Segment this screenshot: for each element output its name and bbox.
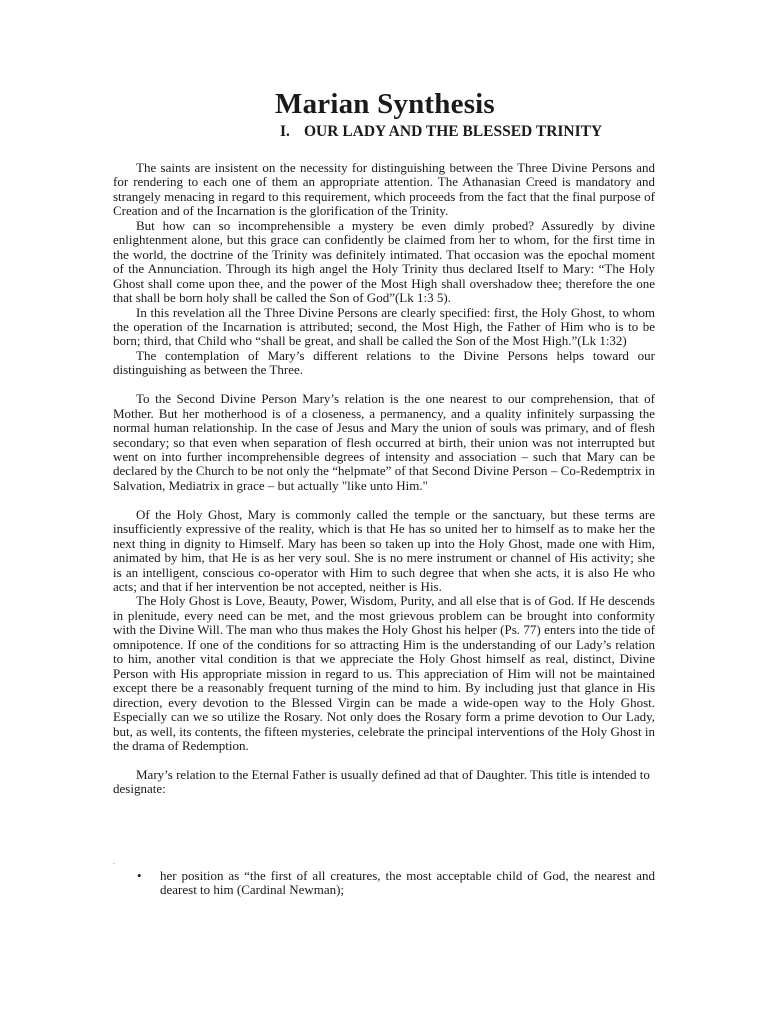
paragraph: In this revelation all the Three Divine Persons are clearly specified: first, the Holy Ghost, to whom the operation of the Incarnation is attributed; second, the Most High, the Father of Him who is to be born; third, that Child who “shall be great, and shall be called the Son of the Most High.”(Lk 1:32) (113, 304, 655, 349)
paragraph: The Holy Ghost is Love, Beauty, Power, Wisdom, Purity, and all else that is of God. If He descends in plenitude, every need can be met, and the most grievous problem can be brought into conformity with the Divine Will. The man who thus makes the Holy Ghost his helper (Ps. 77) enters into the tide of omnipotence. If one of the conditions for so attracting Him is the understanding of our Lady’s relation to him, another vital condition is that we appreciate the Holy Ghost himself as real, distinct, Divine Person with His appropriate mission in regard to us. This appreciation of Him will not be maintained except there be a reasonably frequent turning of the mind to him. By including just that glance in His direction, every devotion to the Blessed Virgin can be made a wide-open way to the Holy Ghost. Especially can we so utilize the Rosary. Not only does the Rosary form a prime devotion to Our Lady, but, as well, its contents, the fifteen mysteries, celebrate the principal interventions of the Holy Ghost in the drama of Redemption. (113, 593, 655, 753)
bullet-icon: • (137, 868, 142, 883)
paragraph: To the Second Divine Person Mary’s relation is the one nearest to our comprehension, that of Mother. But her motherhood is of a closeness, a permanency, and a quality infinitely surpassing the normal human relationship. In the case of Jesus and Mary the union of souls was primary, and of flesh secondary; so that even when separation of flesh occurred at birth, their union was not interrupted but went on into further incomprehensible degrees of intensity and association – such that Mary can be declared by the Church to be not only the “helpmate” of that Second Divine Person – Co-Redemptrix in Salvation, Mediatrix in grace – but actually "like unto Him." (113, 391, 655, 493)
paragraph: Of the Holy Ghost, Mary is commonly called the temple or the sanctuary, but these terms are insufficiently expressive of the reality, which is that He has so united her to himself as to make her the next thing in dignity to Himself. Mary has been so taken up into the Holy Ghost, made one with Him, animated by him, that He is as her very soul. She is no mere instrument or channel of His activity; she is an intelligent, conscious co-operator with Him to such degree that when she acts, it is also He who acts; and that if her intervention be not accepted, neither is His. (113, 506, 655, 595)
paragraph: The contemplation of Mary’s different relations to the Divine Persons helps toward our distinguishing as between the Three. (113, 347, 655, 378)
bullet-list (113, 869, 655, 898)
section-title: OUR LADY AND THE BLESSED TRINITY (304, 123, 603, 140)
paragraph: Mary’s relation to the Eternal Father is usually defined ad that of Daughter. This title is intended to (136, 766, 650, 782)
page-title: Marian Synthesis (275, 88, 495, 120)
paragraph: But how can so incomprehensible a mystery be even dimly probed? Assuredly by divine enlightenment alone, but this grace can confidently be claimed from her to whom, for the first time in the world, the doctrine of the Trinity was definitely intimated. That occasion was the epochal moment of the Annunciation. Through its high angel the Holy Trinity thus declared Itself to Mary: “The Holy Ghost shall come upon thee, and the power of the Most High shall overshadow thee; therefore the one that shall be born holy shall be called the Son of God”(Lk 1:3 5). (113, 217, 655, 306)
list-item-text: her position as “the first of all creatures, the most acceptable child of God, the nearest and dearest to him (Cardinal Newman); (160, 868, 655, 898)
stray-mark: . (113, 858, 115, 866)
section-number: I. (280, 123, 290, 140)
document-body (113, 161, 655, 797)
paragraph: designate: (113, 781, 166, 797)
paragraph: The saints are insistent on the necessity for distinguishing between the Three Divine Persons and for rendering to each one of them an appropriate attention. The Athanasian Creed is mandatory and strangely menacing in regard to this requirement, which proceeds from the fact that the final purpose of Creation and of the Incarnation is the glorification of the Trinity. (113, 160, 655, 219)
list-item (113, 869, 655, 898)
section-heading (280, 123, 602, 141)
